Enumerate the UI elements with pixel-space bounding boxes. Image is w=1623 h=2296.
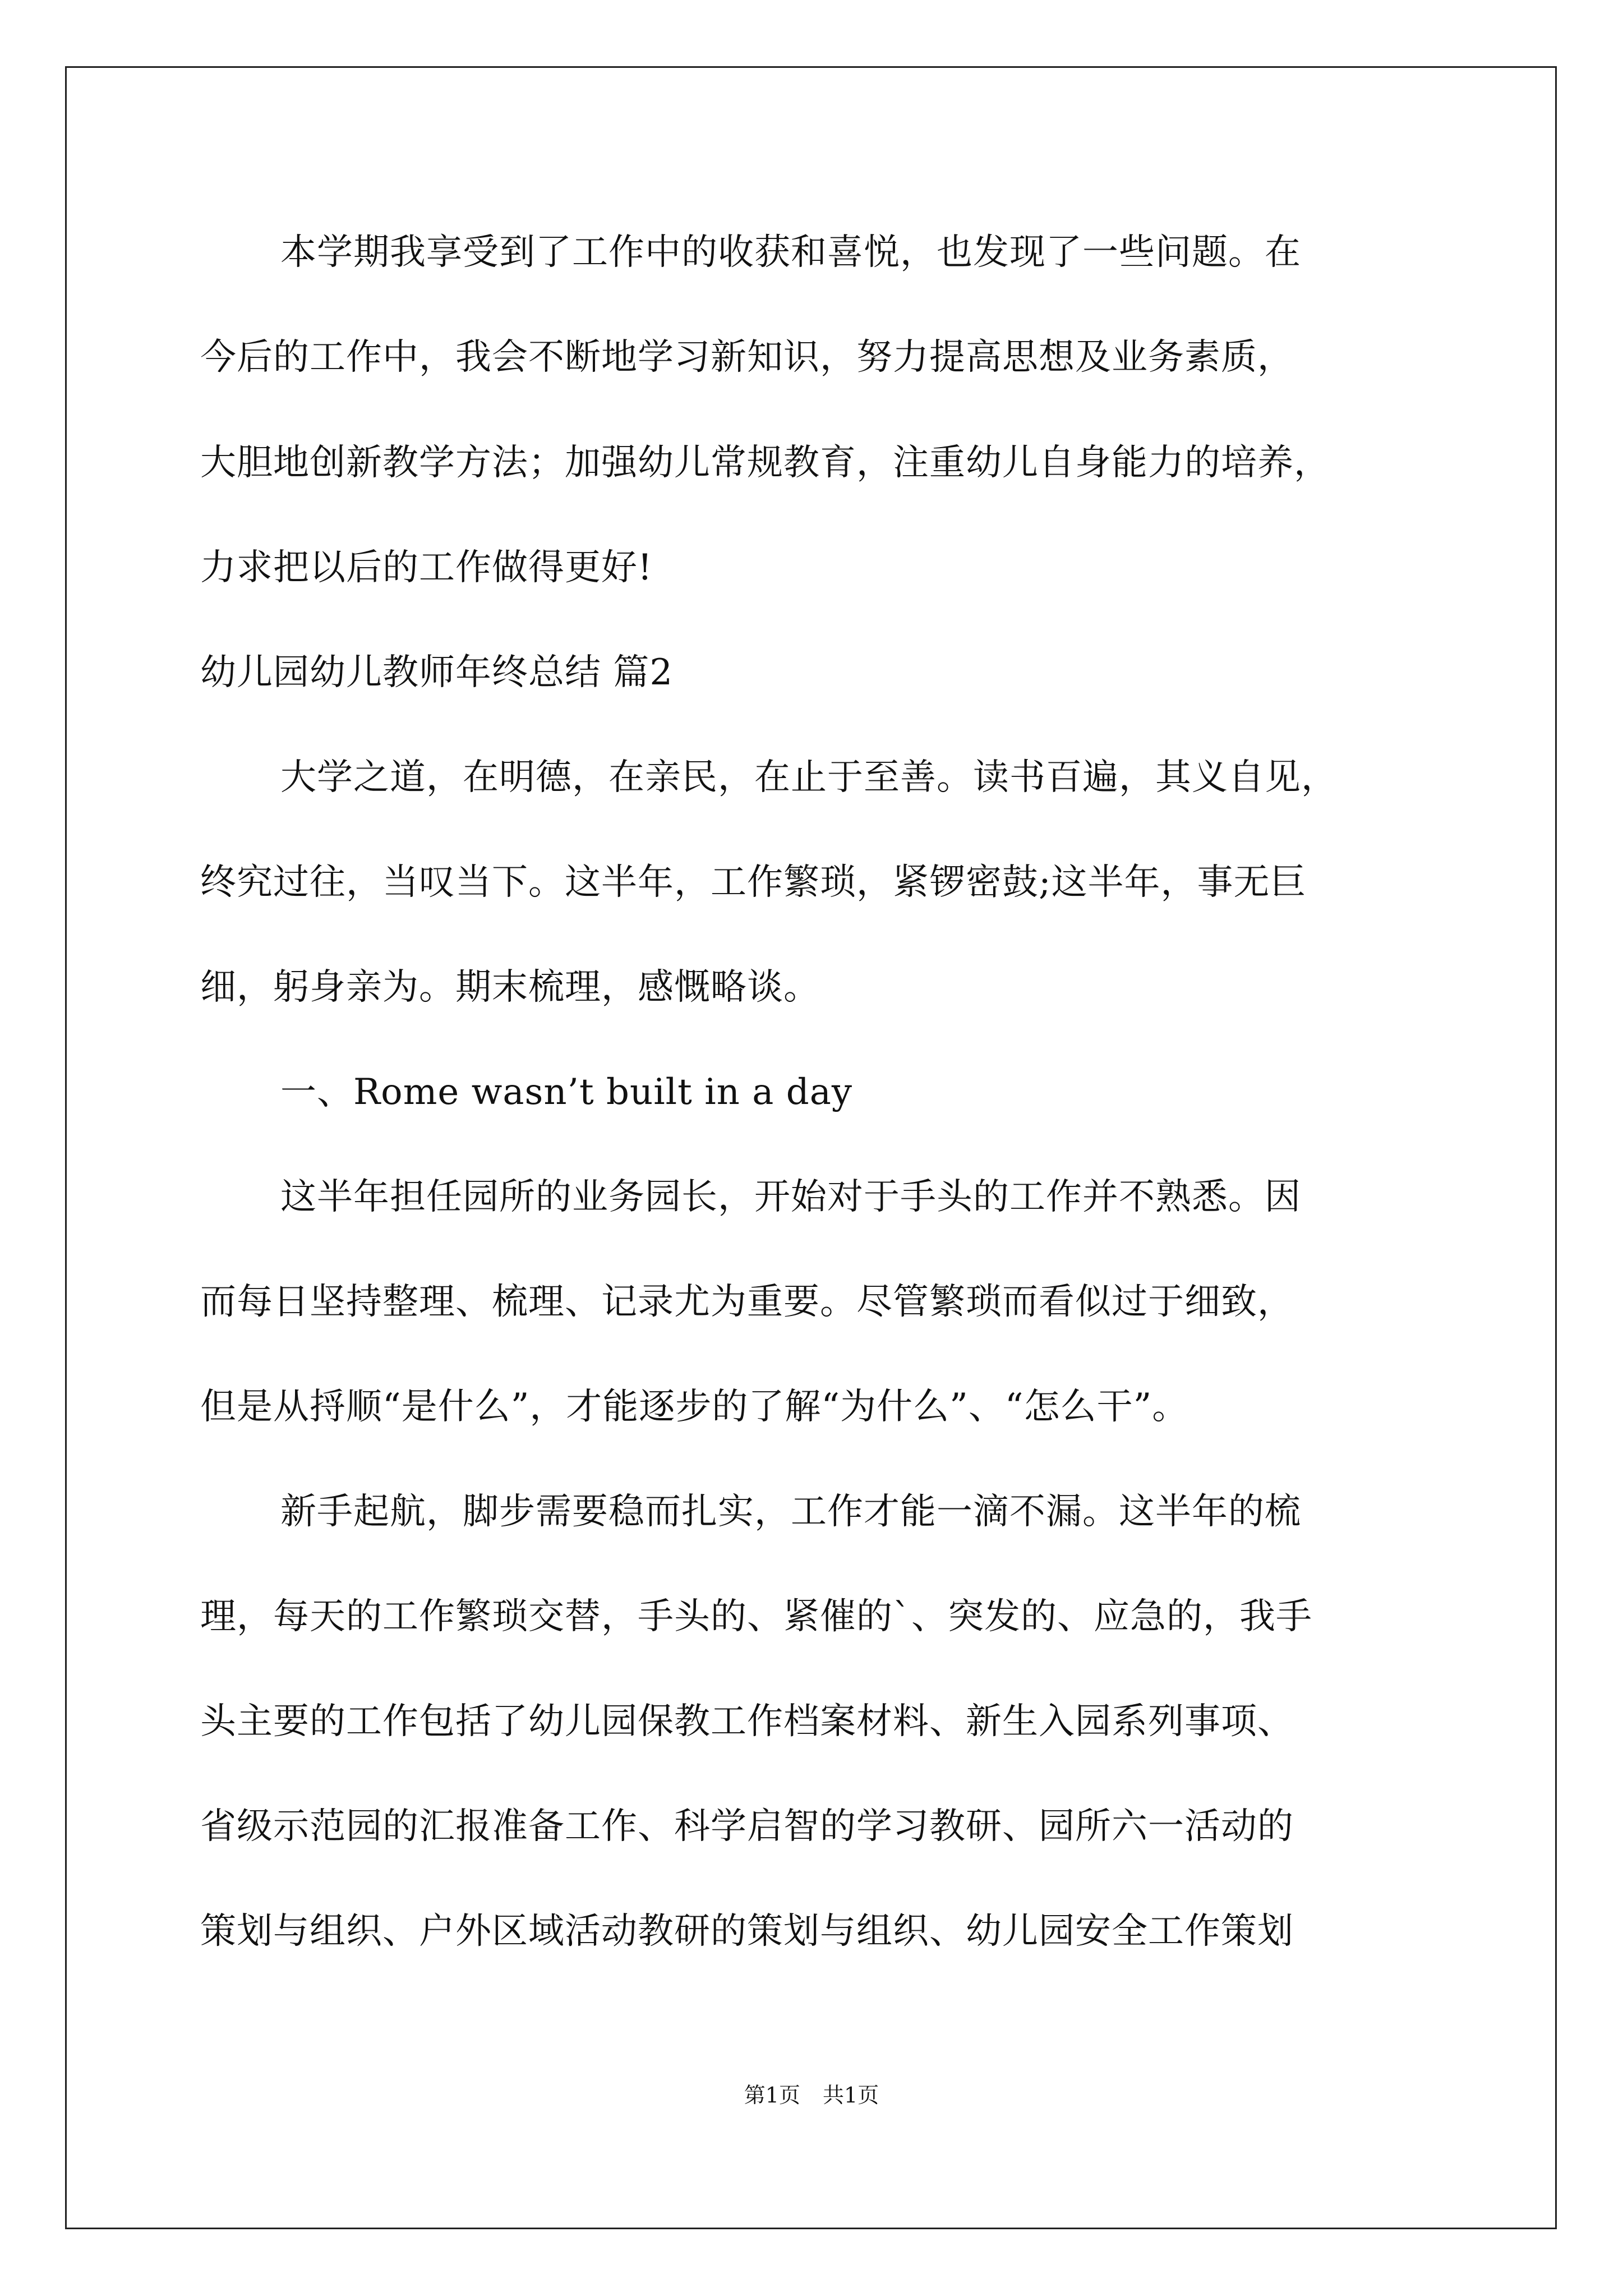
paragraph-line: 省级示范园的汇报准备工作、科学启智的学习教研、园所六一活动的 bbox=[200, 1806, 1294, 1847]
page-footer bbox=[0, 2081, 1623, 2109]
paragraph-line: 终究过往，当叹当下。这半年，工作繁琐，紧锣密鼓;这半年，事无巨 bbox=[200, 862, 1307, 903]
page-total: 共1页 bbox=[823, 2083, 879, 2108]
paragraph-line: 策划与组织、户外区域活动教研的策划与组织、幼儿园安全工作策划 bbox=[200, 1911, 1294, 1952]
section-heading: 幼儿园幼儿教师年终总结 篇2 bbox=[200, 652, 674, 693]
paragraph-line: 而每日坚持整理、梳理、记录尤为重要。尽管繁琐而看似过于细致， bbox=[200, 1281, 1294, 1323]
page-border bbox=[65, 66, 1557, 2229]
paragraph-line: 力求把以后的工作做得更好! bbox=[200, 547, 653, 588]
subheading: 一、Rome wasn’t built in a day bbox=[280, 1071, 853, 1113]
paragraph-line: 理，每天的工作繁琐交替，手头的、紧催的`、突发的、应急的，我手 bbox=[200, 1596, 1312, 1637]
paragraph-line: 本学期我享受到了工作中的收获和喜悦，也发现了一些问题。在 bbox=[280, 232, 1301, 273]
page-number: 第1页 bbox=[744, 2083, 800, 2108]
paragraph-line: 细，躬身亲为。期末梳理，感慨略谈。 bbox=[200, 967, 820, 1008]
paragraph-line: 新手起航，脚步需要稳而扎实，工作才能一滴不漏。这半年的梳 bbox=[280, 1491, 1301, 1533]
paragraph-line: 大学之道，在明德，在亲民，在止于至善。读书百遍，其义自见， bbox=[280, 757, 1338, 798]
paragraph-line: 头主要的工作包括了幼儿园保教工作档案材料、新生入园系列事项、 bbox=[200, 1701, 1294, 1742]
paragraph-line: 但是从捋顺“是什么”，才能逐步的了解“为什么”、“怎么干”。 bbox=[200, 1386, 1189, 1428]
paragraph-line: 今后的工作中，我会不断地学习新知识，努力提高思想及业务素质， bbox=[200, 337, 1294, 378]
paragraph-line: 这半年担任园所的业务园长，开始对于手头的工作并不熟悉。因 bbox=[280, 1176, 1301, 1218]
paragraph-line: 大胆地创新教学方法；加强幼儿常规教育，注重幼儿自身能力的培养， bbox=[200, 442, 1330, 484]
